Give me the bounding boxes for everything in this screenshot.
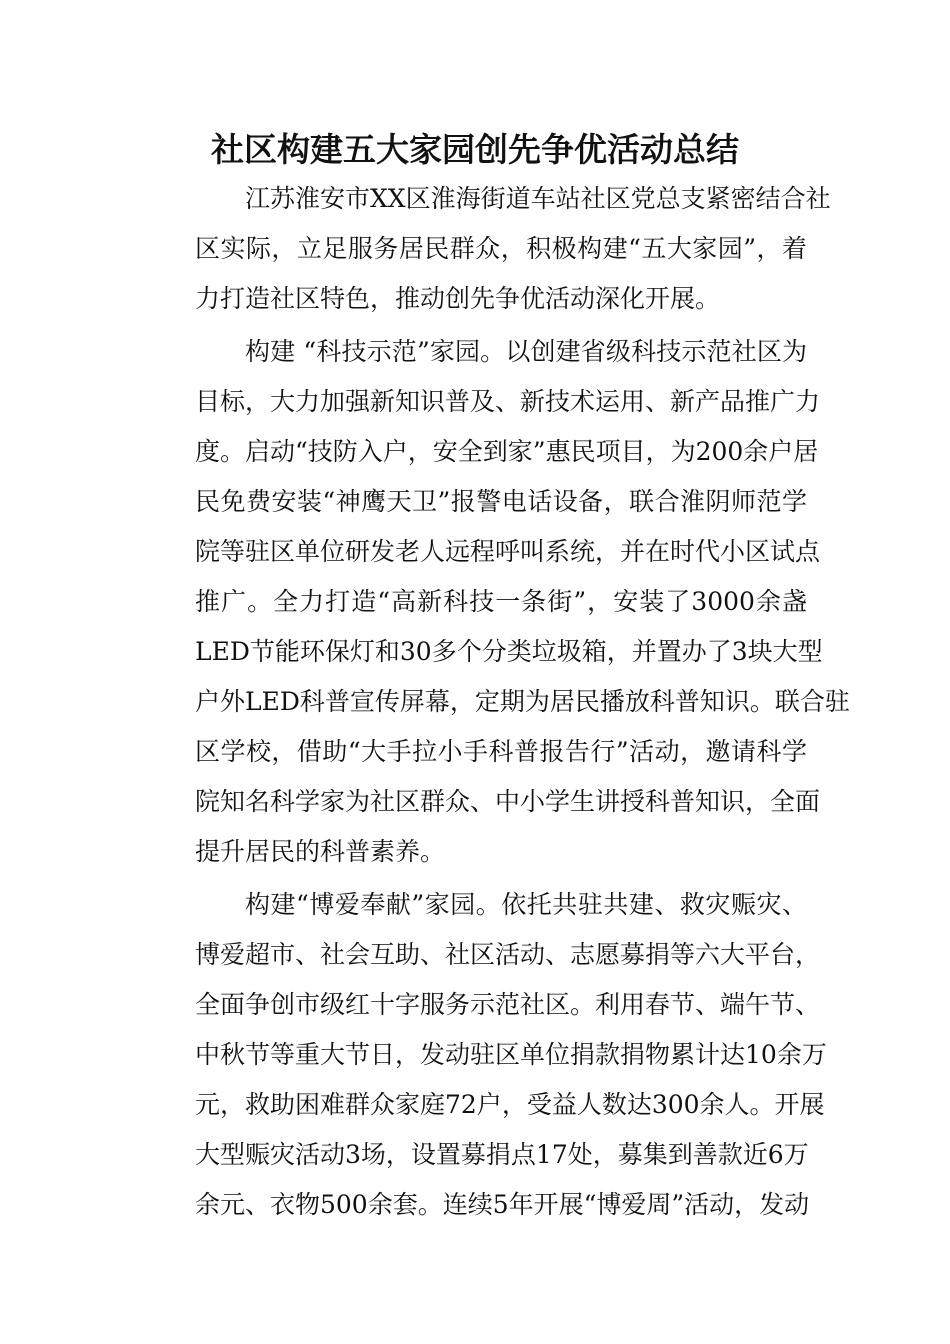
paragraph-intro — [145, 174, 831, 324]
text-line: 构建“博爱奉献”家园。依托共驻共建、救灾赈灾、 — [245, 890, 807, 919]
text-line: 户外LED科普宣传屏幕，定期为居民播放科普知识。联合驻 — [195, 687, 850, 716]
paragraph-tech-demo — [145, 327, 850, 877]
text-line: 区学校，借助“大手拉小手科普报告行”活动，邀请科学 — [195, 737, 807, 766]
text-line: 民免费安装“神鹰天卫”报警电话设备，联合淮阴师范学 — [195, 487, 807, 516]
text-line: 院等驻区单位研发老人远程呼叫系统，并在时代小区试点 — [195, 537, 821, 566]
text-line: 全面争创市级红十字服务示范社区。利用春节、端午节、 — [195, 990, 821, 1019]
document-title: 社区构建五大家园创先争优活动总结 — [211, 130, 739, 169]
text-line: 江苏淮安市XX区淮海街道车站社区党总支紧密结合社 — [245, 184, 831, 213]
text-line: 区实际，立足服务居民群众，积极构建“五大家园”，着 — [195, 234, 807, 263]
text-line: 博爱超市、社会互助、社区活动、志愿募捐等六大平台， — [195, 940, 821, 969]
paragraph-charity — [145, 880, 827, 1230]
text-line: 推广。全力打造“高新科技一条街”，安装了3000余盏 — [195, 587, 807, 616]
text-line: 元，救助困难群众家庭72户，受益人数达300余人。开展 — [195, 1090, 825, 1119]
text-line: 院知名科学家为社区群众、中小学生讲授科普知识，全面 — [195, 787, 821, 816]
text-line: LED节能环保灯和30多个分类垃圾箱，并置办了3块大型 — [195, 637, 823, 666]
text-line: 余元、衣物500余套。连续5年开展“博爱周”活动，发动 — [195, 1190, 810, 1219]
text-line: 大型赈灾活动3场，设置募捐点17处，募集到善款近6万 — [195, 1140, 809, 1169]
text-line: 度。启动“技防入户，安全到家”惠民项目，为200余户居 — [195, 437, 819, 466]
text-line: 力打造社区特色，推动创先争优活动深化开展。 — [195, 284, 721, 313]
text-line: 构建 “科技示范”家园。以创建省级科技示范社区为 — [245, 337, 807, 366]
document-body — [145, 174, 850, 1230]
text-line: 提升居民的科普素养。 — [195, 837, 446, 866]
text-line: 中秋节等重大节日，发动驻区单位捐款捐物累计达10余万 — [195, 1040, 827, 1069]
text-line: 目标，大力加强新知识普及、新技术运用、新产品推广力 — [195, 387, 821, 416]
